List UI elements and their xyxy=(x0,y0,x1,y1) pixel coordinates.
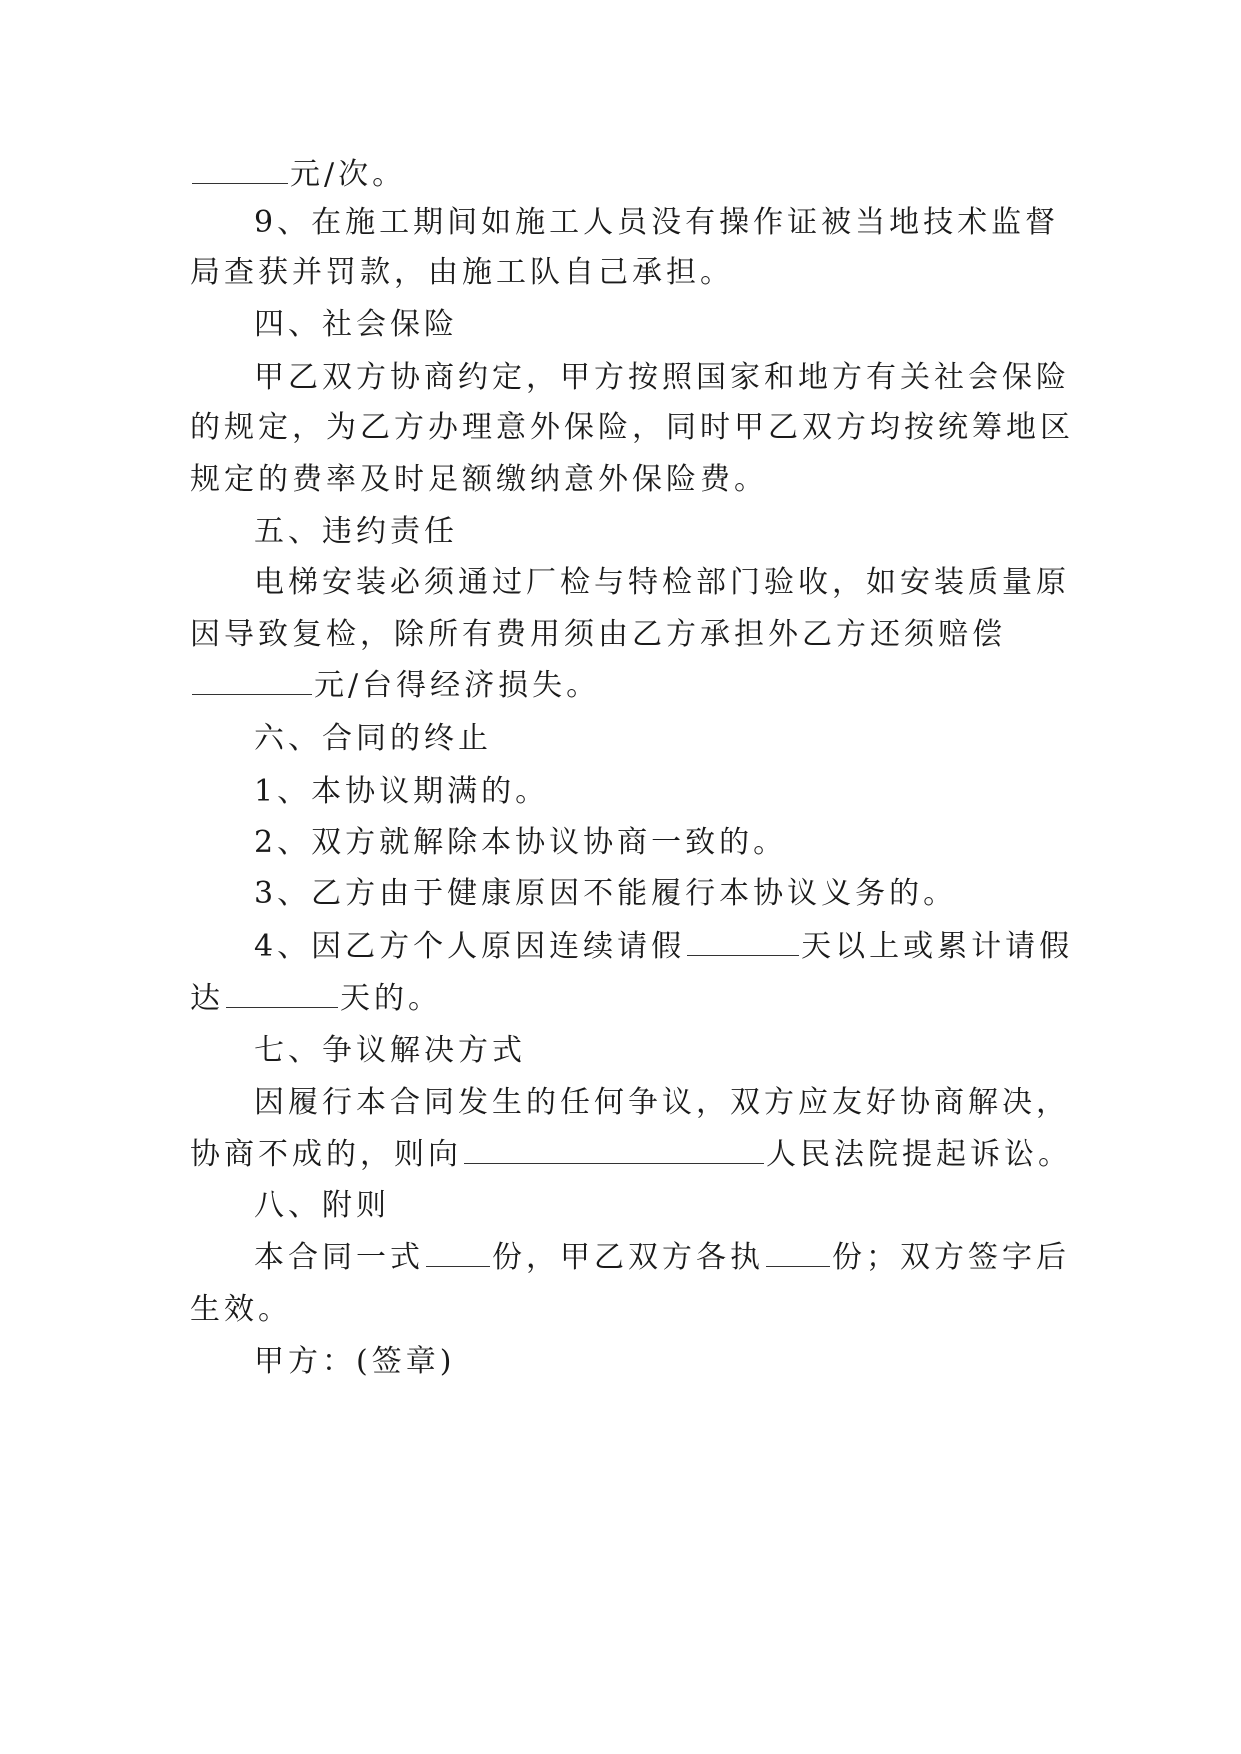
item-4-text-before: 4、因乙方个人原因连续请假 xyxy=(254,929,686,964)
text-line-1 xyxy=(190,155,1070,195)
text-line-9: 电梯安装必须通过厂检与特检部门验收，如安装质量原 xyxy=(254,565,1070,600)
line-20-text-before: 协商不成的，则向 xyxy=(190,1137,462,1172)
line-11-text: 元/台得经济损失。 xyxy=(314,668,601,703)
item-4-text-after: 天以上或累计请假 xyxy=(801,929,1074,964)
line-22-text-a: 本合同一式 xyxy=(254,1240,424,1275)
text-line-2: 9、在施工期间如施工人员没有操作证被当地技术监督 xyxy=(254,205,1060,240)
blank-total-days xyxy=(226,981,338,1008)
text-line-3: 局查获并罚款，由施工队自己承担。 xyxy=(190,255,734,290)
blank-fee-per-time xyxy=(192,157,288,184)
blank-copies-each xyxy=(766,1240,830,1267)
blank-consecutive-days xyxy=(687,929,799,956)
section-heading-breach-liability: 五、违约责任 xyxy=(254,514,458,549)
text-line-17 xyxy=(190,979,1070,1019)
text-line-10: 因导致复检，除所有费用须由乙方承担外乙方还须赔偿 xyxy=(190,617,1006,652)
text-line-22 xyxy=(254,1238,1070,1278)
party-a-signature-label: 甲方：(签章) xyxy=(254,1344,456,1379)
line-20-text-after: 人民法院提起诉讼。 xyxy=(766,1137,1072,1172)
text-line-19: 因履行本合同发生的任何争议，双方应友好协商解决， xyxy=(254,1085,1070,1120)
termination-item-1: 1、本协议期满的。 xyxy=(254,774,550,809)
line-17-text-after: 天的。 xyxy=(340,981,442,1016)
text-line-11 xyxy=(190,666,1070,706)
text-line-23: 生效。 xyxy=(190,1292,292,1327)
section-heading-contract-termination: 六、合同的终止 xyxy=(254,721,492,756)
termination-item-4 xyxy=(254,927,1074,967)
section-heading-dispute-resolution: 七、争议解决方式 xyxy=(254,1033,526,1068)
blank-compensation-amount xyxy=(192,668,312,695)
termination-item-2: 2、双方就解除本协议协商一致的。 xyxy=(254,825,788,860)
text-line-7: 规定的费率及时足额缴纳意外保险费。 xyxy=(190,462,768,497)
blank-court-name xyxy=(464,1137,764,1164)
text-line-6: 的规定，为乙方办理意外保险，同时甲乙双方均按统筹地区 xyxy=(190,410,1074,445)
termination-item-3: 3、乙方由于健康原因不能履行本协议义务的。 xyxy=(254,876,958,911)
line-17-text-before: 达 xyxy=(190,981,224,1016)
line-1-text: 元/次。 xyxy=(290,157,407,192)
section-heading-supplementary: 八、附则 xyxy=(254,1188,390,1223)
text-line-20 xyxy=(190,1135,1070,1175)
text-line-5: 甲乙双方协商约定，甲方按照国家和地方有关社会保险 xyxy=(254,360,1070,395)
section-heading-social-insurance: 四、社会保险 xyxy=(254,307,458,342)
line-22-text-c: 份；双方签字后 xyxy=(832,1240,1070,1275)
blank-copies-total xyxy=(426,1240,490,1267)
line-22-text-b: 份，甲乙双方各执 xyxy=(492,1240,764,1275)
